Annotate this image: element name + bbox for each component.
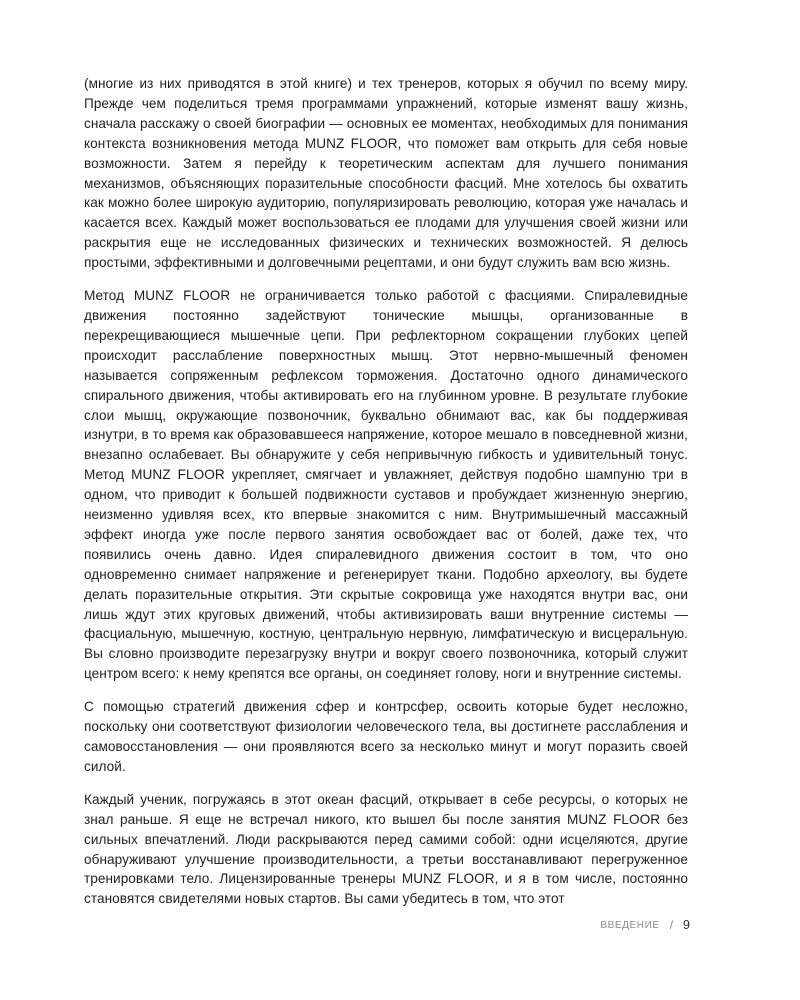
page-body: [84, 74, 688, 922]
footer-separator: /: [669, 918, 674, 932]
running-section-title: ВВЕДЕНИЕ: [600, 919, 660, 931]
page-footer: [600, 918, 690, 932]
paragraph-2: Метод MUNZ FLOOR не ограничивается только работой с фасциями. Спиралевидные движения постоянно задействуют тонические мышцы, организованные в перекрещивающиеся мышечные цепи. При рефлекторном сокращении глубоких цепей происходит расслабление поверхностных мышц. Этот нервно-мышечный феномен называется сопряженным рефлексом торможения. Достаточно одного динамического спирального движения, чтобы активировать его на глубинном уровне. В результате глубокие слои мышц, окружающие позвоночник, буквально обнимают вас, как бы поддерживая изнутри, в то время как образовавшееся напряжение, которое мешало в повседневной жизни, внезапно ослабевает. Вы обнаружите у себя непривычную гибкость и удивительный тонус. Метод MUNZ FLOOR укрепляет, смягчает и увлажняет, действуя подобно шампуню три в одном, что приводит к большей подвижности суставов и пробуждает жизненную энергию, неизменно удивляя всех, кто впервые знакомится с ним. Внутримышечный массажный эффект иногда уже после первого занятия освобождает вас от болей, даже тех, что появились очень давно. Идея спиралевидного движения состоит в том, что оно одновременно снимает напряжение и регенерирует ткани. Подобно археологу, вы будете делать поразительные открытия. Эти скрытые сокровища уже находятся внутри вас, они лишь ждут этих круговых движений, чтобы активизировать ваши внутренние системы — фасциальную, мышечную, костную, центральную нервную, лимфатическую и висцеральную. Вы словно производите перезагрузку внутри и вокруг своего позвоночника, который служит центром всего: к нему крепятся все органы, он соединяет голову, ноги и внутренние системы.: [84, 288, 688, 682]
page-number: 9: [683, 918, 690, 932]
paragraph-4: Каждый ученик, погружаясь в этот океан фасций, открывает в себе ресурсы, о которых не знал раньше. Я еще не встречал никого, кто вышел бы после занятия MUNZ FLOOR без сильных впечатлений. Люди раскрываются перед самими собой: одни исцеляются, другие обнаруживают улучшение производительности, а третьи восстанавливают перегруженное тренировками тело. Лицензированные тренеры MUNZ FLOOR, и я в том числе, постоянно становятся свидетелями новых стартов. Вы сами убедитесь в том, что этот: [84, 791, 688, 907]
paragraph-3: С помощью стратегий движения сфер и контрсфер, освоить которые будет несложно, поскольку они соответствуют физиологии человеческого тела, вы достигнете расслабления и самовосстановления — они проявляются всего за несколько минут и могут поразить своей силой.: [84, 699, 688, 774]
paragraph-1: (многие из них приводятся в этой книге) и тех тренеров, которых я обучил по всему миру. Прежде чем поделиться тремя программами упражнений, которые изменят вашу жизнь, сначала расскажу о своей биографии — основных ее моментах, необходимых для понимания контекста возникновения метода MUNZ FLOOR, что поможет вам открыть для себя новые возможности. Затем я перейду к теоретическим аспектам для лучшего понимания механизмов, объясняющих поразительные способности фасций. Мне хотелось бы охватить как можно более широкую аудиторию, популяризировать революцию, которая уже началась и касается всех. Каждый может воспользоваться ее плодами для улучшения своей жизни или раскрытия еще не исследованных физических и технических возможностей. Я делюсь простыми, эффективными и долговечными рецептами, и они будут служить вам всю жизнь.: [84, 76, 688, 271]
